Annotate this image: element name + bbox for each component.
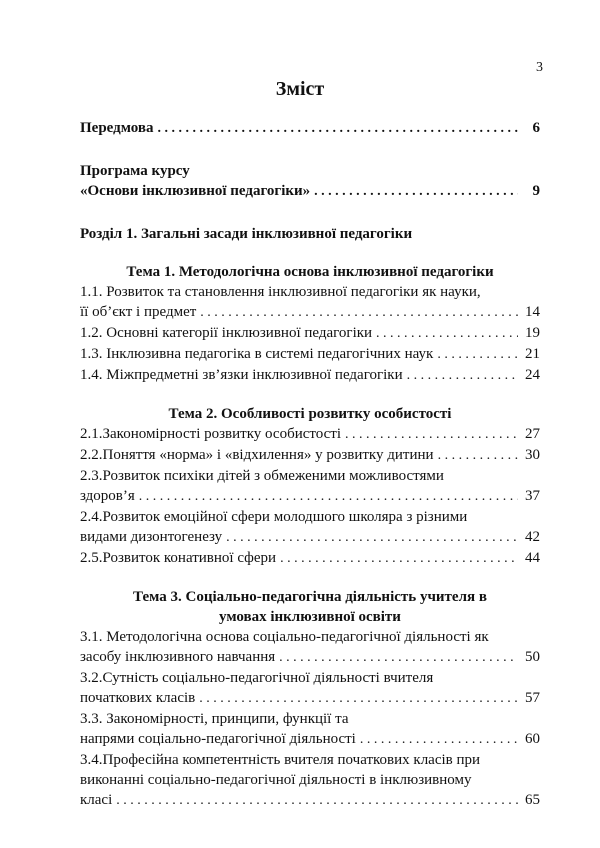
toc-entry-label: класі: [80, 792, 113, 808]
toc-entry-line: 3.1. Методологічна основа соціально-педагогічної діяльності як: [80, 629, 489, 645]
toc-entry-label: 2.1.Закономірності розвитку особистості: [80, 426, 342, 442]
table-of-contents: [80, 118, 540, 811]
toc-entry[interactable]: [80, 323, 540, 344]
toc-entry[interactable]: [80, 445, 540, 466]
toc-entry-label: напрями соціально-педагогічної діяльності: [80, 731, 356, 747]
toc-entry[interactable]: [80, 729, 540, 750]
toc-entry-label: засобу інклюзивного навчання: [80, 649, 276, 665]
toc-entry-page: 27: [525, 426, 540, 442]
toc-entry-page: 37: [525, 488, 540, 504]
toc-entry-page: 9: [532, 183, 540, 199]
dot-leader: [437, 345, 518, 365]
dot-leader: [157, 119, 518, 139]
page-title: Зміст: [275, 78, 325, 100]
toc-entry-page: 65: [525, 792, 540, 808]
toc-entry-program-line1: Програма курсу: [80, 163, 190, 179]
dot-leader: [116, 791, 518, 811]
dot-leader: [139, 487, 518, 507]
toc-entry[interactable]: [80, 790, 540, 811]
toc-entry[interactable]: [80, 527, 540, 548]
toc-entry-label: Передмова: [80, 120, 154, 136]
dot-leader: [280, 549, 518, 569]
toc-entry[interactable]: [80, 688, 540, 709]
section-heading: Розділ 1. Загальні засади інклюзивної педагогіки: [80, 226, 413, 242]
dot-leader: [200, 303, 518, 323]
topic-heading: Тема 2. Особливості розвитку особистості: [168, 406, 452, 422]
topic-heading-line2: умовах інклюзивної освіти: [219, 609, 401, 625]
toc-entry-page: 24: [525, 367, 540, 383]
toc-entry-label: 1.3. Інклюзивна педагогіка в системі педагогічних наук: [80, 346, 434, 362]
toc-entry-page: 6: [532, 120, 540, 136]
toc-entry-page: 60: [525, 731, 540, 747]
toc-entry-line: 2.3.Розвиток психіки дітей з обмеженими можливостями: [80, 468, 444, 484]
toc-entry-line: виконанні соціально-педагогічної діяльності в інклюзивному: [80, 772, 472, 788]
dot-leader: [226, 528, 518, 548]
toc-entry-label: її об’єкт і предмет: [80, 304, 197, 320]
toc-entry-page: 14: [525, 304, 540, 320]
toc-entry-label: «Основи інклюзивної педагогіки»: [80, 183, 311, 199]
dot-leader: [376, 324, 518, 344]
toc-entry[interactable]: [80, 344, 540, 365]
toc-entry-line: 2.4.Розвиток емоційної сфери молодшого школяра з різними: [80, 509, 468, 525]
toc-entry-page: 57: [525, 690, 540, 706]
dot-leader: [199, 689, 518, 709]
toc-entry-page: 42: [525, 529, 540, 545]
dot-leader: [407, 366, 518, 386]
toc-entry-page: 44: [525, 550, 540, 566]
toc-entry-label: 1.2. Основні категорії інклюзивної педагогіки: [80, 325, 373, 341]
toc-entry[interactable]: [80, 302, 540, 323]
toc-entry-page: 50: [525, 649, 540, 665]
toc-entry[interactable]: [80, 424, 540, 445]
toc-entry[interactable]: [80, 548, 540, 569]
topic-heading: Тема 3. Соціально-педагогічна діяльність учителя в: [133, 589, 487, 605]
toc-entry-program[interactable]: [80, 181, 540, 202]
toc-entry-line: 3.4.Професійна компетентність вчителя початкових класів при: [80, 752, 481, 768]
toc-entry[interactable]: [80, 647, 540, 668]
toc-entry-line: 3.2.Сутність соціально-педагогічної діяльності вчителя: [80, 670, 434, 686]
dot-leader: [345, 425, 518, 445]
toc-entry-label: 1.4. Міжпредметні зв’язки інклюзивної педагогіки: [80, 367, 403, 383]
toc-entry-label: початкових класів: [80, 690, 196, 706]
toc-entry[interactable]: [80, 365, 540, 386]
toc-entry-page: 30: [525, 447, 540, 463]
toc-entry-label: видами дизонтогенезу: [80, 529, 223, 545]
toc-entry-label: 2.2.Поняття «норма» і «відхилення» у розвитку дитини: [80, 447, 434, 463]
dot-leader: [360, 730, 518, 750]
toc-entry-label: 2.5.Розвиток конативної сфери: [80, 550, 277, 566]
dot-leader: [438, 446, 518, 466]
page-number: 3: [536, 60, 543, 75]
toc-entry-page: 21: [525, 346, 540, 362]
toc-entry-page: 19: [525, 325, 540, 341]
toc-entry[interactable]: [80, 486, 540, 507]
toc-entry-line: 3.3. Закономірності, принципи, функції та: [80, 711, 349, 727]
dot-leader: [314, 182, 518, 202]
topic-heading: Тема 1. Методологічна основа інклюзивної педагогіки: [126, 264, 494, 280]
toc-entry-line: 1.1. Розвиток та становлення інклюзивної педагогіки як науки,: [80, 284, 481, 300]
toc-entry-label: здоров’я: [80, 488, 135, 504]
toc-entry-preface[interactable]: [80, 118, 540, 139]
dot-leader: [279, 648, 518, 668]
